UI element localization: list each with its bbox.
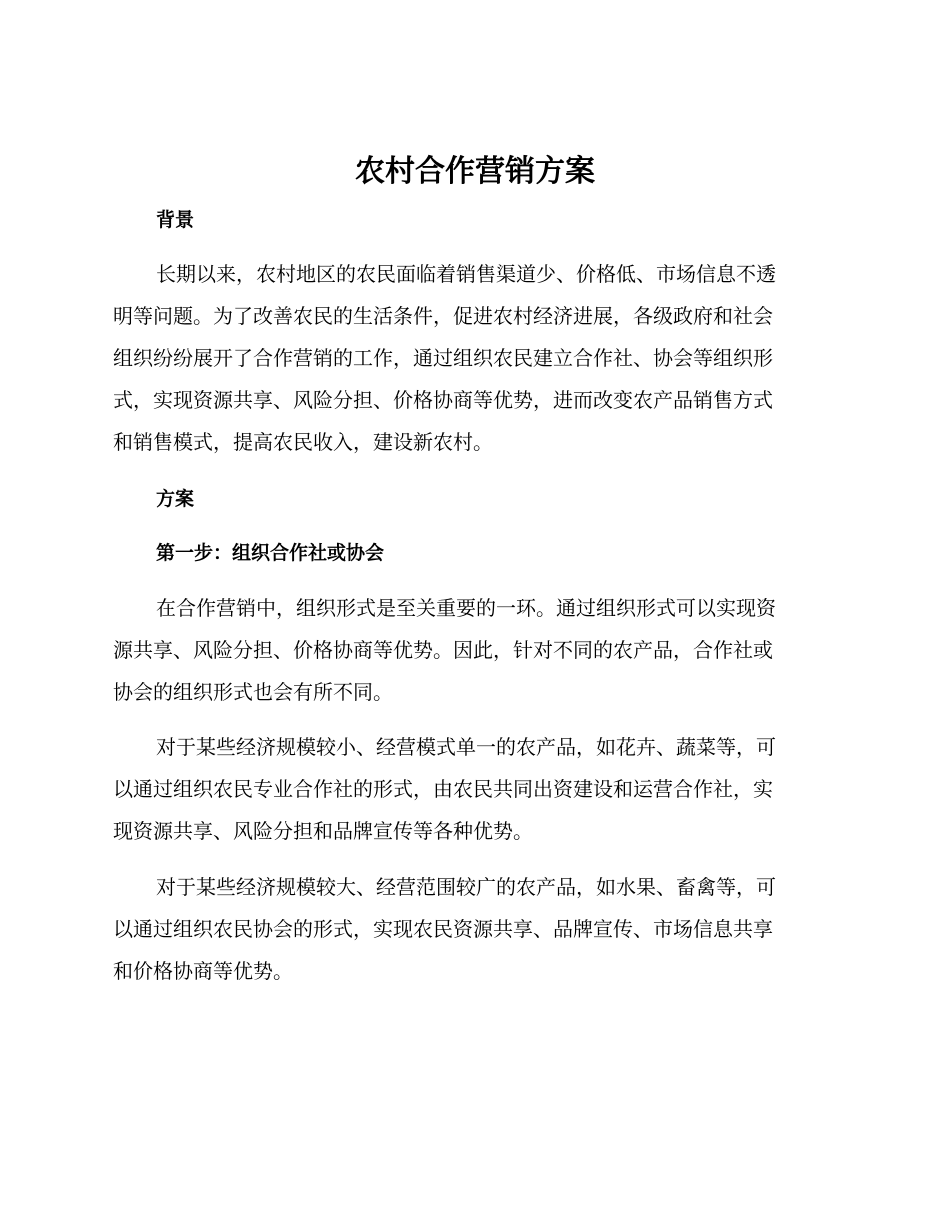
paragraph-line: 对于某些经济规模较大、经营范围较广的农产品，如水果、畜禽等，可 (156, 875, 776, 899)
paragraph-line: 现资源共享、风险分担和品牌宣传等各种优势。 (113, 819, 533, 843)
paragraph-line: 长期以来，农村地区的农民面临着销售渠道少、价格低、市场信息不透 (156, 262, 776, 286)
paragraph-line: 式，实现资源共享、风险分担、价格协商等优势，进而改变农产品销售方式 (113, 388, 773, 412)
section-heading-background: 背景 (156, 209, 195, 231)
paragraph-line: 在合作营销中，组织形式是至关重要的一环。通过组织形式可以实现资 (156, 596, 776, 620)
paragraph-line: 以通过组织农民专业合作社的形式，由农民共同出资建设和运营合作社，实 (113, 777, 773, 801)
paragraph-line: 对于某些经济规模较小、经营模式单一的农产品，如花卉、蔬菜等，可 (156, 735, 776, 759)
paragraph-line: 源共享、风险分担、价格协商等优势。因此，针对不同的农产品，合作社或 (113, 638, 773, 662)
document-title: 农村合作营销方案 (355, 154, 595, 189)
paragraph-line: 和价格协商等优势。 (113, 959, 293, 983)
paragraph-step1-large-scale (113, 866, 833, 992)
section-heading-step1: 第一步：组织合作社或协会 (156, 542, 385, 564)
paragraph-line: 明等问题。为了改善农民的生活条件，促进农村经济进展，各级政府和社会 (113, 304, 773, 328)
paragraph-background (113, 253, 833, 463)
paragraph-step1-intro (113, 587, 833, 713)
paragraph-line: 组织纷纷展开了合作营销的工作，通过组织农民建立合作社、协会等组织形 (113, 346, 773, 370)
paragraph-step1-small-scale (113, 726, 833, 852)
paragraph-line: 协会的组织形式也会有所不同。 (113, 680, 393, 704)
paragraph-line: 和销售模式，提高农民收入，建设新农村。 (113, 430, 493, 454)
paragraph-line: 以通过组织农民协会的形式，实现农民资源共享、品牌宣传、市场信息共享 (113, 917, 773, 941)
section-heading-plan: 方案 (156, 488, 195, 510)
